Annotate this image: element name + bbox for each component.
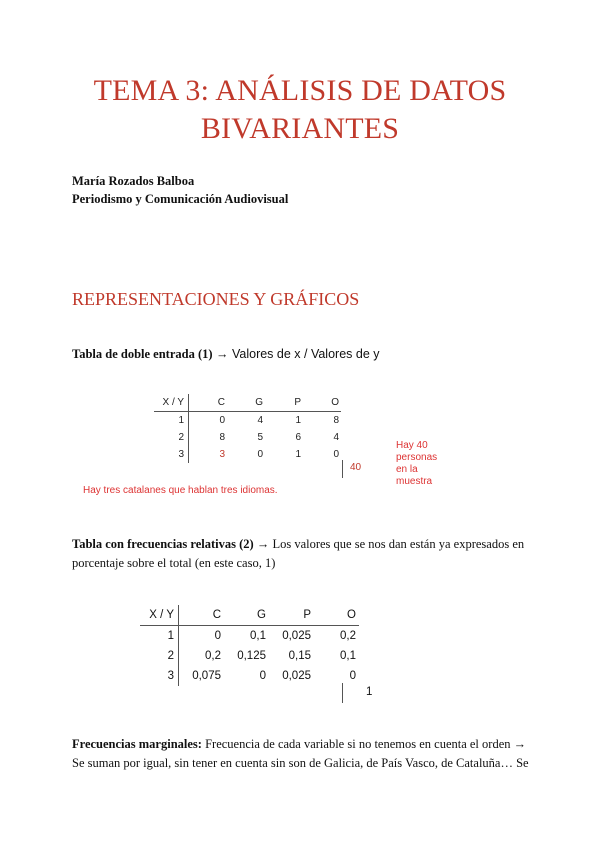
table-header-cell: C [179,605,225,626]
table-cell-highlight: 3 [219,449,225,460]
table-cell: 0,2 [205,650,221,662]
table-cell: 0,025 [282,670,311,682]
annotation-catalans: Hay tres catalanes que hablan tres idiomas. [83,485,278,496]
table-header-row [154,394,341,412]
title-line-2: BIVARIANTES [200,112,400,145]
table-cell: 1 [295,449,301,460]
table-row [140,646,359,666]
author-block [72,172,288,208]
table-cell: 0,1 [340,650,356,662]
table-row [154,429,341,446]
table-header-row [140,605,359,626]
table-cell: 2 [140,646,179,666]
table-row [140,666,359,686]
annotation-line: en la [396,464,418,475]
table-cell: 0,025 [282,630,311,642]
table-header-cell: P [265,394,303,412]
paragraph-marginal-frequencies-text: Frecuencia de cada variable si no tenemos en cuenta el orden → Se suman por igual, sin tener en cuenta sin son de Galicia, de País Vasco, de Cataluña… Se [72,737,529,770]
table-row [154,446,341,463]
table-header-cell: P [269,605,314,626]
paragraph-double-entry-text: → Valores de x / Valores de y [212,347,380,361]
table-cell: 1 [140,626,179,647]
table-header-cell: G [227,394,265,412]
table-cell: 1 [295,415,301,426]
table-cell: 0 [219,415,225,426]
table-cell: 2 [154,429,189,446]
paragraph-marginal-frequencies-bold: Frecuencias marginales: [72,737,202,751]
table-cell: 6 [295,432,301,443]
author-name: María Rozados Balboa [72,174,195,188]
annotation-sample-size [396,440,437,488]
table-cell: 0 [214,630,221,642]
table-cell: 4 [257,415,263,426]
table-cell: 0,2 [340,630,356,642]
table-header-cell: O [303,394,341,412]
table-cell: 0 [257,449,263,460]
annotation-line: Hay 40 [396,440,428,451]
relative-frequency-table [140,605,359,686]
table-cell: 1 [154,412,189,430]
section-title: REPRESENTACIONES Y GRÁFICOS [72,289,360,309]
table-total: 1 [366,686,373,698]
table-cell: 0,125 [237,650,266,662]
table-row [140,626,359,647]
paragraph-relative-frequencies [72,535,532,573]
table-row [154,412,341,430]
table-header-cell: O [314,605,359,626]
table-total-divider [342,683,343,703]
table-header-cell: C [189,394,228,412]
table-cell: 0 [259,670,266,682]
table-header-cell: X / Y [140,605,179,626]
paragraph-double-entry [72,345,532,364]
table-cell: 8 [333,415,339,426]
annotation-line: muestra [396,476,433,487]
paragraph-marginal-frequencies [72,735,532,773]
table-total-divider [342,460,343,478]
table-total: 40 [350,462,362,473]
author-course: Periodismo y Comunicación Audiovisual [72,192,289,206]
table-cell: 8 [219,432,225,443]
table-cell: 0,1 [250,630,266,642]
paragraph-relative-frequencies-bold: Tabla con frecuencias relativas (2) [72,537,254,551]
table-cell: 3 [140,666,179,686]
title-line-1: TEMA 3: ANÁLISIS DE DATOS [93,74,507,107]
annotation-line: personas [396,452,438,463]
document-title [0,72,600,148]
paragraph-double-entry-bold: Tabla de doble entrada (1) [72,347,213,361]
double-entry-table [154,394,341,463]
table-cell: 0 [333,449,339,460]
table-cell: 0,15 [288,650,311,662]
table-cell: 3 [154,446,189,463]
table-cell: 4 [333,432,339,443]
table-cell: 5 [257,432,263,443]
table-header-cell: X / Y [154,394,189,412]
table-cell: 0 [349,670,356,682]
table-cell: 0,075 [192,670,221,682]
paragraph-relative-frequencies-text: → Los valores que se nos dan están ya expresados en porcentaje sobre el total (en este caso, 1) [72,537,525,570]
table-header-cell: G [224,605,269,626]
